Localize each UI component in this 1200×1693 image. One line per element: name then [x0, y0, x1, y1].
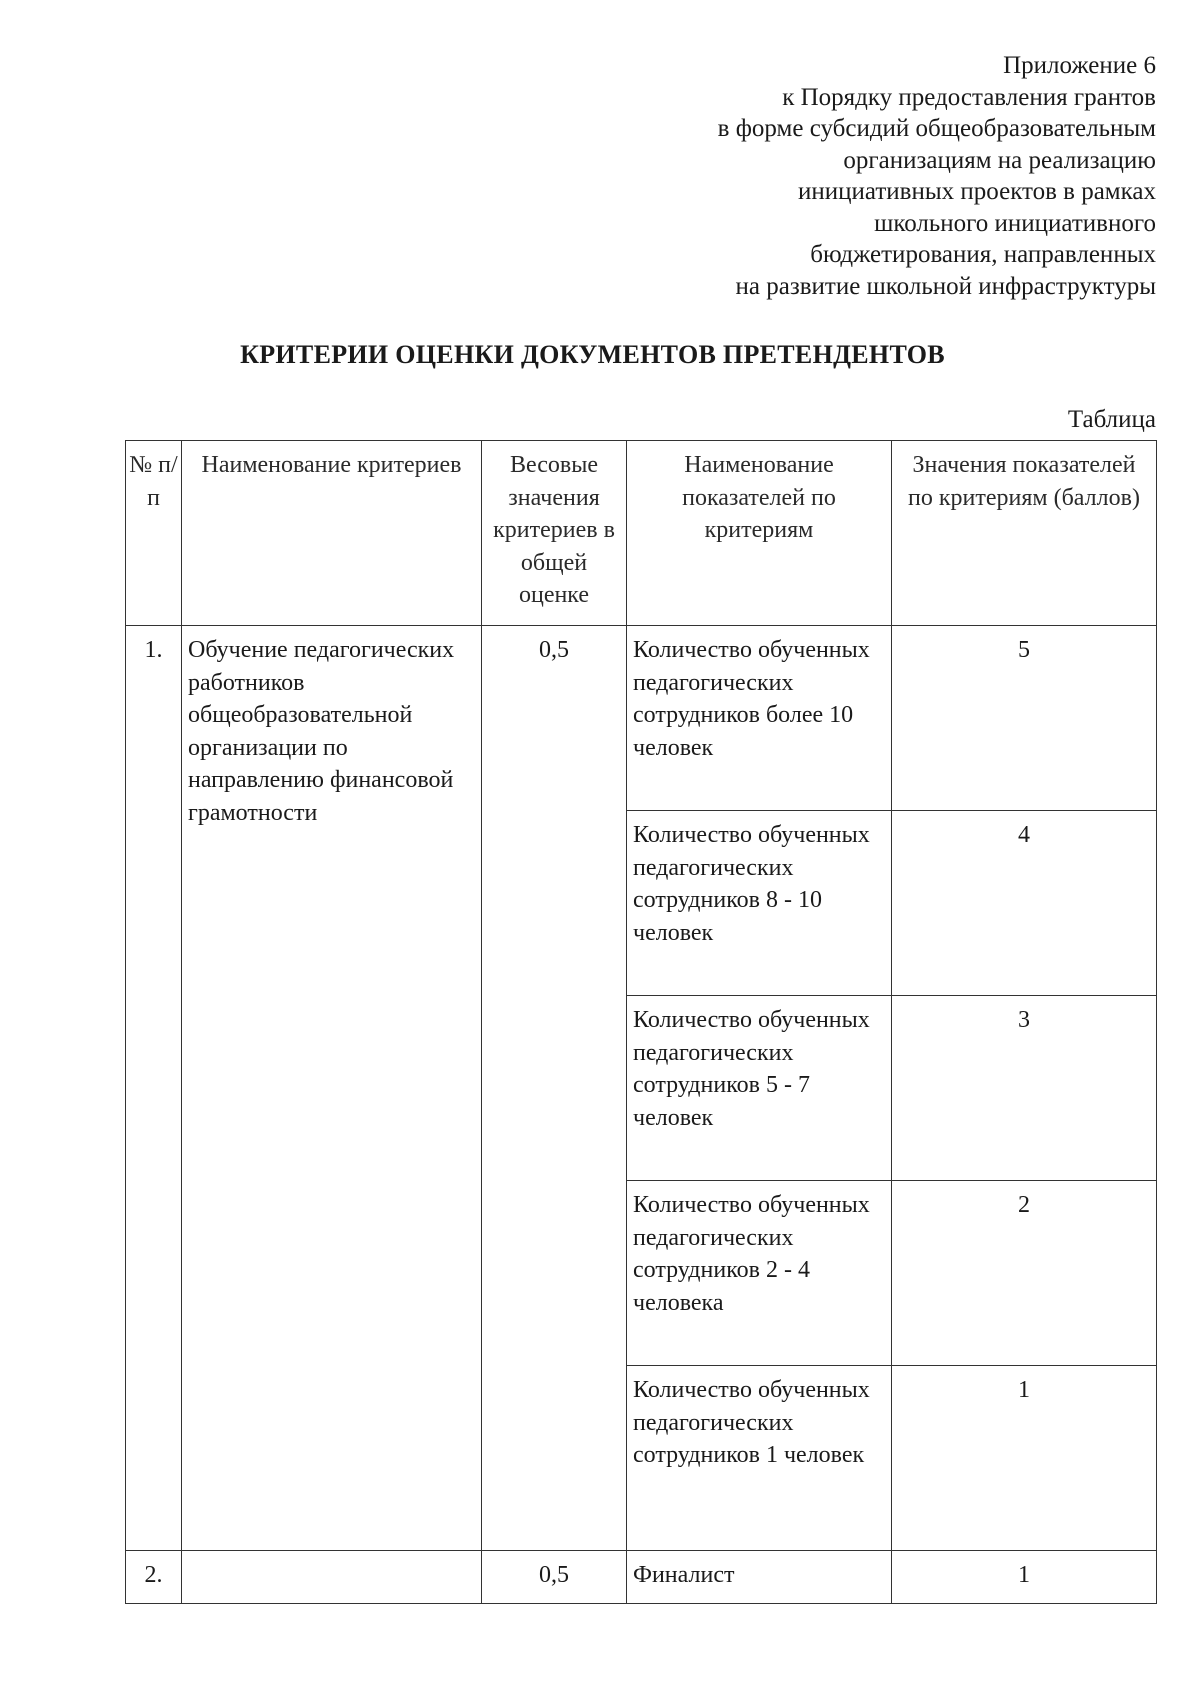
header-num: № п/п: [126, 441, 182, 626]
indicator-value: 1: [892, 1551, 1157, 1604]
appendix-line: инициативных проектов в рамках: [798, 178, 1156, 205]
document-title: КРИТЕРИИ ОЦЕНКИ ДОКУМЕНТОВ ПРЕТЕНДЕНТОВ: [240, 340, 945, 369]
indicator-value: 4: [892, 811, 1157, 996]
indicator-name: Количество обученных педагогических сотрудников 1 человек: [627, 1366, 892, 1551]
criteria-weight: 0,5: [482, 1551, 627, 1604]
header-weight: Весовые значения критериев в общей оценке: [482, 441, 627, 626]
criteria-table: [125, 440, 1157, 1604]
appendix-block: [596, 50, 1156, 302]
header-indicator-value: Значения показателей по критериям (баллов): [892, 441, 1157, 626]
indicator-name: Количество обученных педагогических сотрудников 8 - 10 человек: [627, 811, 892, 996]
appendix-line: к Порядку предоставления грантов: [782, 83, 1156, 111]
indicator-value: 5: [892, 626, 1157, 811]
indicator-value: 3: [892, 996, 1157, 1181]
criteria-name: Обучение педагогических работников общеобразовательной организации по направлению финансовой грамотности: [182, 626, 482, 1551]
row-num: 2.: [126, 1551, 182, 1604]
indicator-name: Количество обученных педагогических сотрудников 5 - 7 человек: [627, 996, 892, 1181]
table-label: Таблица: [1067, 406, 1156, 433]
appendix-line: Приложение 6: [1003, 52, 1156, 79]
table-row: [126, 626, 1157, 811]
header-indicator-name: Наименование показателей по критериям: [627, 441, 892, 626]
row-num: 1.: [126, 626, 182, 1551]
indicator-value: 2: [892, 1181, 1157, 1366]
indicator-name: Финалист: [627, 1551, 892, 1604]
table-header-row: [126, 441, 1157, 626]
appendix-line: школьного инициативного: [874, 209, 1156, 237]
criteria-name: [182, 1551, 482, 1604]
appendix-line: бюджетирования, направленных: [810, 241, 1156, 268]
criteria-weight: 0,5: [482, 626, 627, 1551]
appendix-line: организациям на реализацию: [843, 146, 1156, 174]
indicator-value: 1: [892, 1366, 1157, 1551]
indicator-name: Количество обученных педагогических сотрудников более 10 человек: [627, 626, 892, 811]
appendix-line: на развитие школьной инфраструктуры: [735, 272, 1156, 300]
header-criteria-name: Наименование критериев: [182, 441, 482, 626]
appendix-line: в форме субсидий общеобразовательным: [717, 115, 1156, 142]
indicator-name: Количество обученных педагогических сотрудников 2 - 4 человека: [627, 1181, 892, 1366]
table-row: [126, 1551, 1157, 1604]
